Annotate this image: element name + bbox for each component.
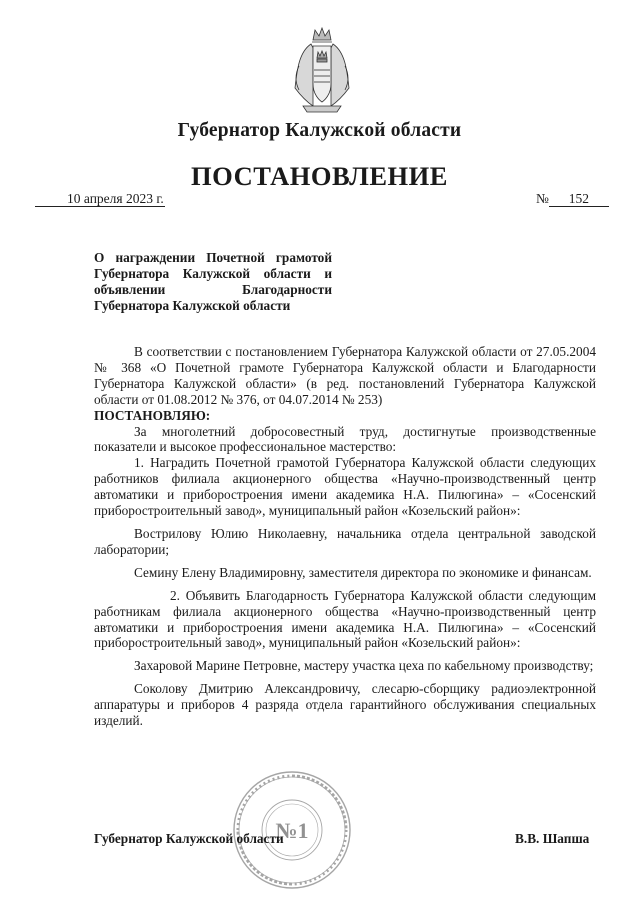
body-paragraph-basis: В соответствии с постановлением Губернатора Калужской области от 27.05.2004 № 368 «О Почетной грамоте Губернатора Калужской области и Благодарности Губернатора Калужской области» (в ред. постановлений Губернатора Калужской области от 01.08.2012 № 376, от 04.07.2014 № 253) bbox=[94, 344, 596, 407]
signatory-position: Губернатор Калужской области bbox=[94, 831, 284, 846]
seal-center-number: №1 bbox=[275, 818, 309, 843]
document-subject: О награждении Почетной грамотой Губернатора Калужской области и объявлении Благодарности Губернатора Калужской области bbox=[94, 250, 332, 313]
document-type-heading: ПОСТАНОВЛЕНИЕ bbox=[191, 161, 448, 191]
number-value: 152 bbox=[549, 191, 609, 207]
body-paragraph-award-item-1: 1. Наградить Почетной грамотой Губернатора Калужской области следующих работников филиала акционерного общества «Научно-производственный центр автоматики и приборостроения имени академика Н.А. Пилюгина» – «Сосенский приборостроительный завод», муниципальный район «Козельский район»: bbox=[94, 455, 596, 519]
document-body bbox=[94, 344, 596, 729]
awardee-sokolov: Соколову Дмитрию Александровичу, слесарю-сборщику радиоэлектронной аппаратуры и приборов 4 разряда отдела гарантийного обслуживания специальных изделий. bbox=[94, 681, 596, 729]
official-seal-stamp bbox=[230, 768, 354, 892]
awardee-semina: Семину Елену Владимировну, заместителя директора по экономике и финансам. bbox=[134, 564, 592, 580]
number-label: № bbox=[536, 191, 549, 206]
government-title: Губернатор Калужской области bbox=[177, 120, 462, 141]
coat-of-arms-emblem bbox=[291, 26, 353, 114]
awardee-vostrilova: Вострилову Юлию Николаевну, начальника отдела центральной заводской лаборатории; bbox=[94, 525, 596, 557]
body-paragraph-gratitude-item-2: 2. Объявить Благодарность Губернатора Калужской области следующим работникам филиала акционерного общества «Научно-производственный центр автоматики и приборостроения имени академика Н.А. Пилюгина» – «Сосенский приборостроительный завод», муниципальный район «Козельский район»: bbox=[94, 587, 596, 651]
document-number bbox=[536, 191, 622, 207]
decree-word: ПОСТАНОВЛЯЮ: bbox=[94, 407, 211, 423]
body-paragraph-reason: За многолетний добросовестный труд, достигнутые производственные показатели и высокое профессиональное мастерство: bbox=[94, 423, 596, 455]
awardee-zakharova: Захаровой Марине Петровне, мастеру участка цеха по кабельному производству; bbox=[134, 658, 594, 674]
document-date: 10 апреля 2023 г. bbox=[35, 191, 165, 207]
signatory-name: В.В. Шапша bbox=[515, 831, 590, 846]
